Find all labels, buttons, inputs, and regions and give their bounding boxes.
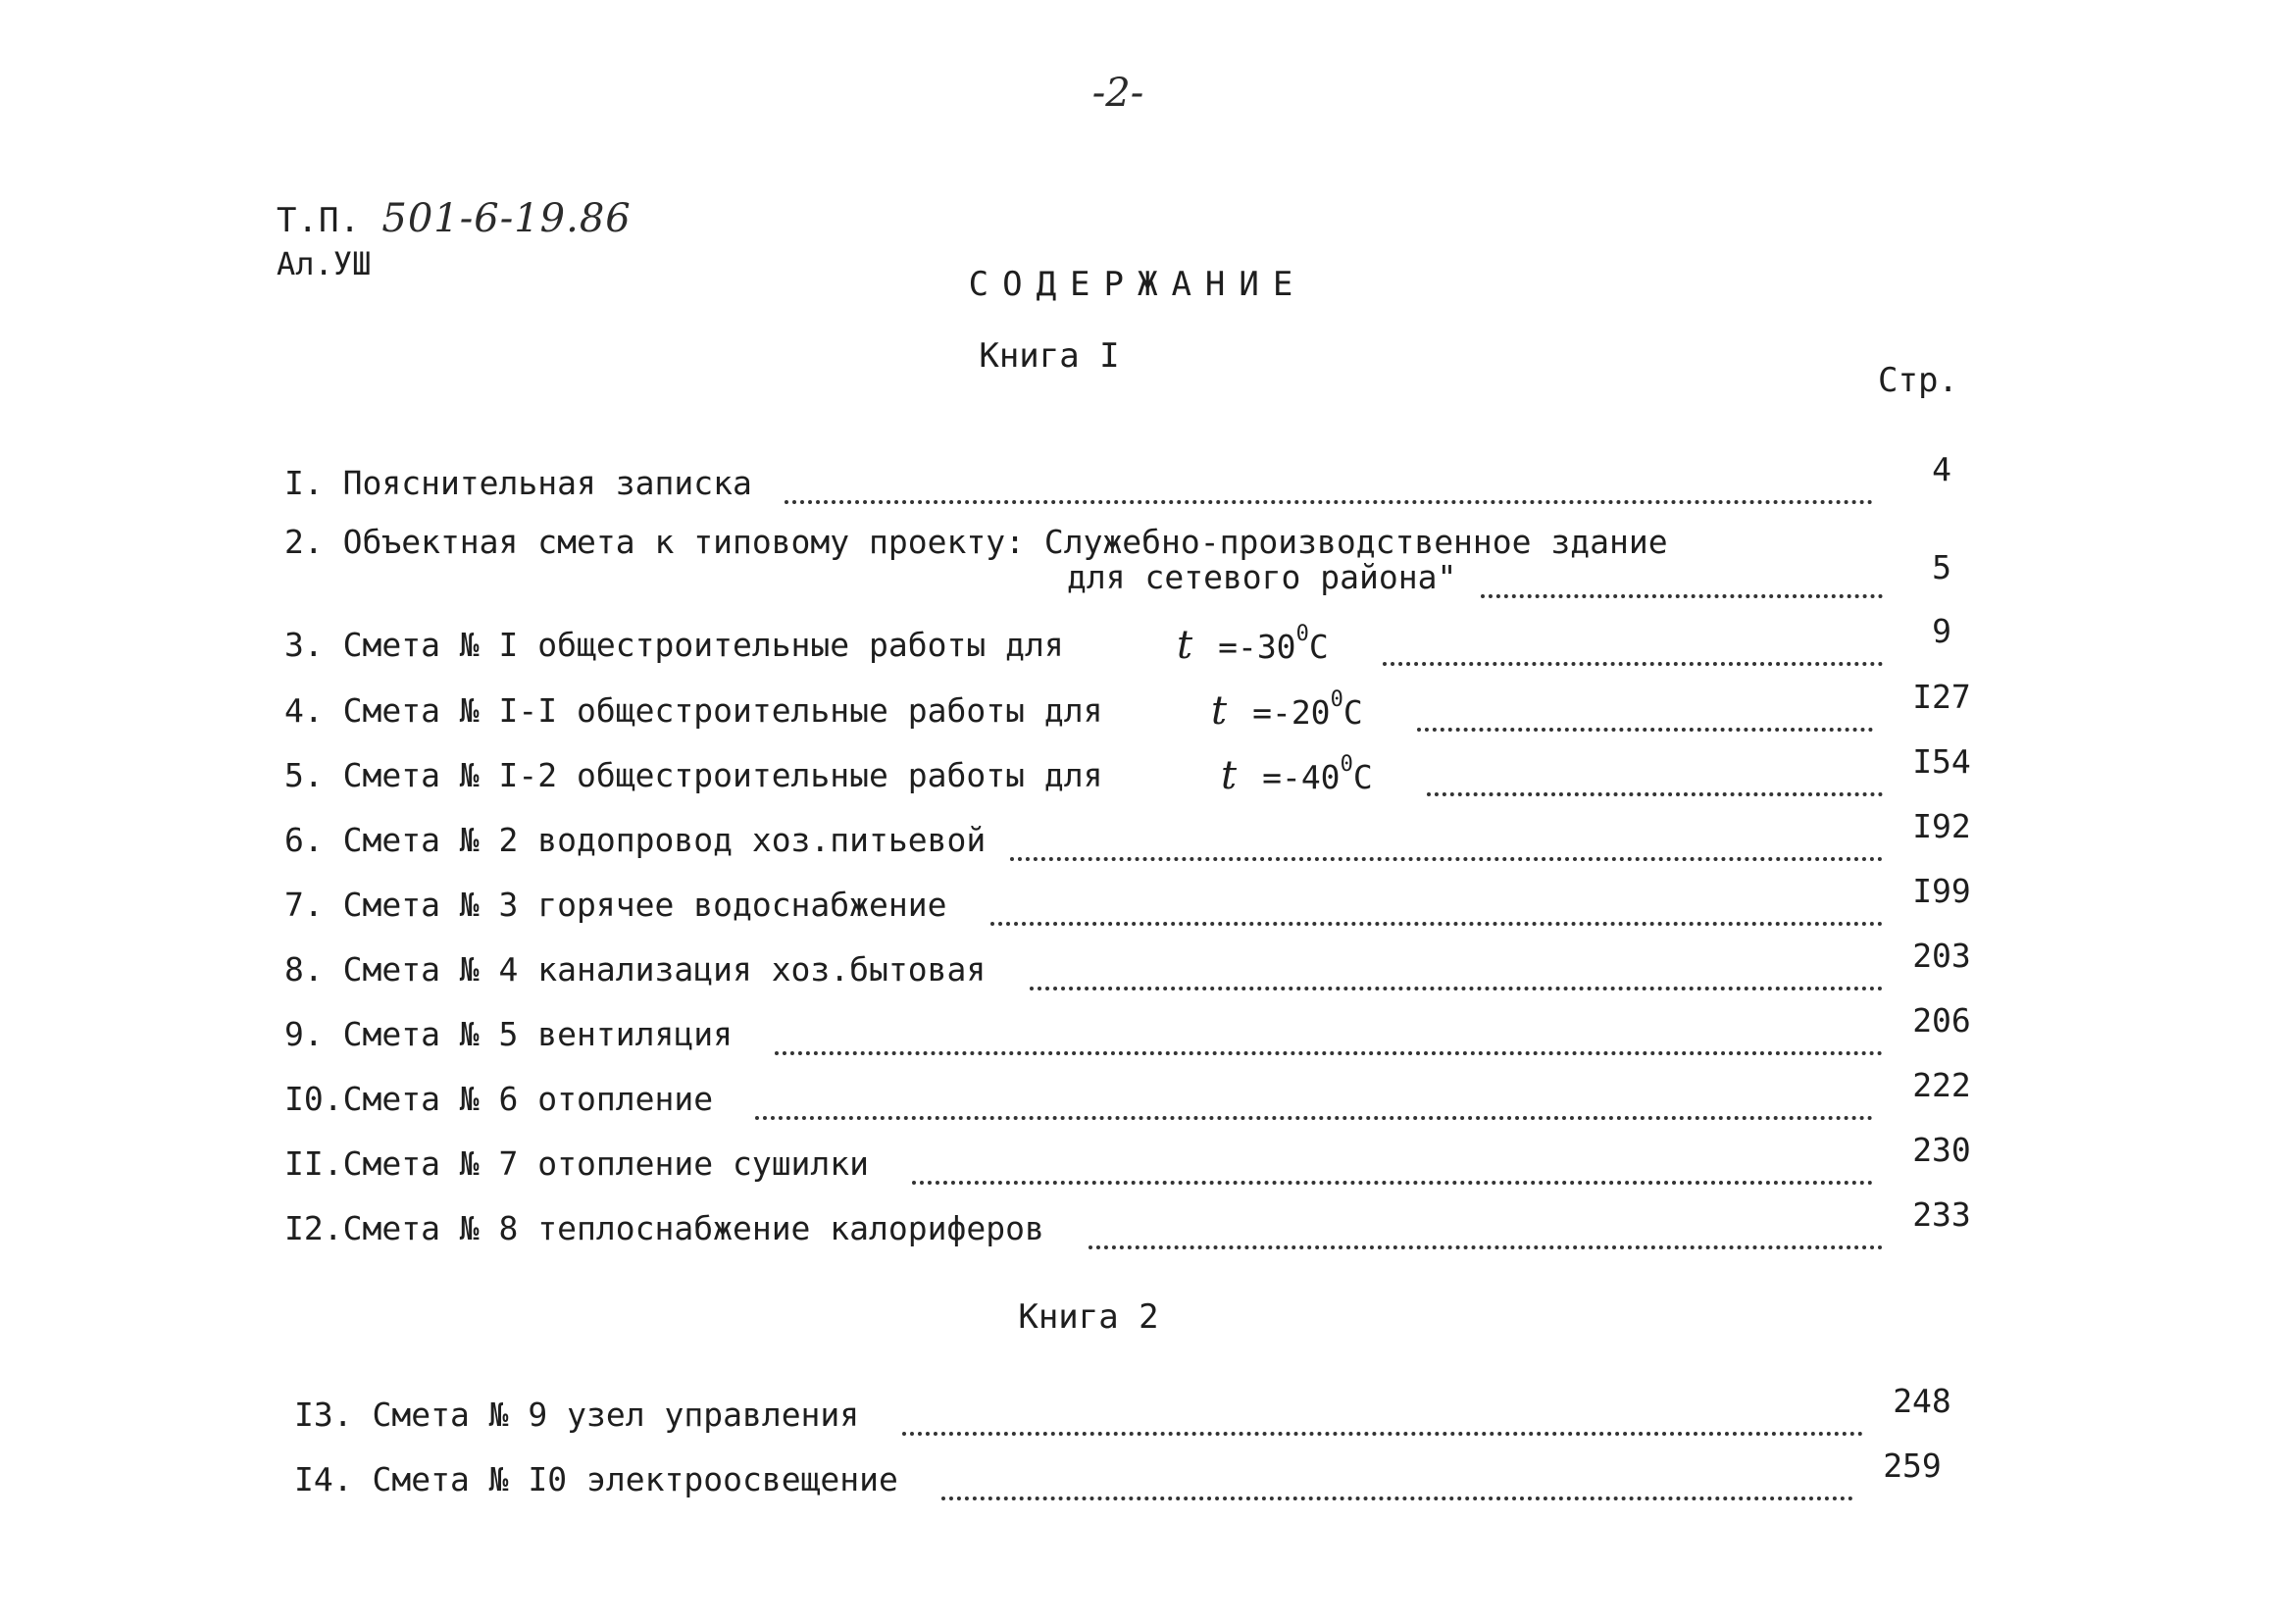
leader-dots — [941, 1463, 1853, 1500]
leader-dots — [990, 888, 1883, 926]
toc-item-label: 4. Смета № I-I общестроительные работы для — [284, 691, 1103, 730]
toc-item-label: 2. Объектная смета к типовому проекту: Служебно-производственное здание — [284, 523, 1668, 561]
toc-item-7 — [284, 872, 1981, 930]
toc-item-label: 9. Смета № 5 вентиляция — [284, 1015, 733, 1053]
book-1-heading: Книга I — [979, 336, 1120, 376]
toc-item-label: I0.Смета № 6 отопление — [284, 1080, 714, 1118]
toc-item-label: 8. Смета № 4 канализация хоз.бытовая — [284, 950, 987, 989]
temperature-variable: t — [1211, 688, 1228, 734]
temperature-variable: t — [1221, 753, 1238, 798]
toc-item-label: 5. Смета № I-2 общестроительные работы для — [284, 756, 1103, 794]
leader-dots — [1030, 953, 1883, 990]
toc-item-page: 5 — [1932, 548, 1951, 586]
page-number: -2- — [1091, 71, 1144, 116]
toc-item-page: I27 — [1912, 678, 1971, 716]
leader-dots — [1417, 694, 1873, 732]
toc-item-4 — [284, 678, 1981, 736]
temperature-value: $t =-20^0C$ — [1211, 687, 1363, 734]
toc-item-page: I92 — [1912, 807, 1971, 845]
toc-item-14 — [294, 1446, 1951, 1504]
toc-item-5 — [284, 742, 1981, 800]
toc-item-6 — [284, 807, 1981, 865]
toc-item-label: II.Смета № 7 отопление сушилки — [284, 1144, 870, 1183]
toc-item-label: I. Пояснительная записка — [284, 464, 752, 502]
toc-item-9 — [284, 1001, 1981, 1059]
toc-item-label: 7. Смета № 3 горячее водоснабжение — [284, 886, 947, 924]
toc-item-page: 230 — [1912, 1131, 1971, 1169]
leader-dots — [1427, 759, 1883, 796]
leader-dots — [912, 1147, 1873, 1185]
page-column-header: Стр. — [1878, 361, 1958, 400]
toc-item-label: I3. Смета № 9 узел управления — [294, 1396, 860, 1434]
toc-item-page: 4 — [1932, 450, 1951, 488]
leader-dots — [1089, 1212, 1883, 1249]
toc-item-page: 233 — [1912, 1195, 1971, 1234]
project-number: 501-6-19.86 — [381, 196, 632, 241]
toc-item-page: 203 — [1912, 937, 1971, 975]
leader-dots — [1010, 824, 1883, 861]
toc-item-1 — [284, 450, 1981, 508]
document-title: СОДЕРЖАНИЕ — [968, 265, 1307, 304]
toc-item-13 — [294, 1382, 1961, 1440]
toc-item-10 — [284, 1066, 1981, 1124]
toc-item-3 — [284, 612, 1981, 670]
toc-item-page: I54 — [1912, 742, 1971, 781]
toc-item-page: I99 — [1912, 872, 1971, 910]
leader-dots — [785, 467, 1873, 504]
leader-dots — [755, 1083, 1873, 1120]
toc-item-12 — [284, 1195, 1981, 1253]
toc-item-label-continued: для сетевого района" — [1067, 558, 1457, 596]
temperature-value: $t =-40^0C$ — [1221, 752, 1373, 798]
toc-item-page: 259 — [1883, 1446, 1942, 1485]
leader-dots — [1481, 561, 1883, 598]
leader-dots — [1383, 629, 1883, 666]
toc-item-2 — [284, 518, 1981, 606]
toc-item-page: 222 — [1912, 1066, 1971, 1104]
toc-item-page: 248 — [1893, 1382, 1951, 1420]
toc-item-label: 3. Смета № I общестроительные работы для — [284, 626, 1064, 664]
toc-item-label: I4. Смета № I0 электроосвещение — [294, 1460, 898, 1498]
toc-item-11 — [284, 1131, 1981, 1189]
project-prefix: Т.П. — [277, 201, 361, 240]
toc-item-page: 206 — [1912, 1001, 1971, 1040]
leader-dots — [902, 1398, 1863, 1436]
toc-item-label: 6. Смета № 2 водопровод хоз.питьевой — [284, 821, 987, 859]
toc-item-page: 9 — [1932, 612, 1951, 650]
toc-item-8 — [284, 937, 1981, 994]
book-2-heading: Книга 2 — [1018, 1297, 1159, 1337]
project-code — [277, 196, 632, 241]
temperature-variable: t — [1177, 623, 1193, 668]
album-code: Ал.УШ — [277, 245, 372, 282]
leader-dots — [775, 1018, 1883, 1055]
temperature-value: $t =-30^0C$ — [1177, 622, 1329, 668]
toc-item-label: I2.Смета № 8 теплоснабжение калориферов — [284, 1209, 1044, 1247]
